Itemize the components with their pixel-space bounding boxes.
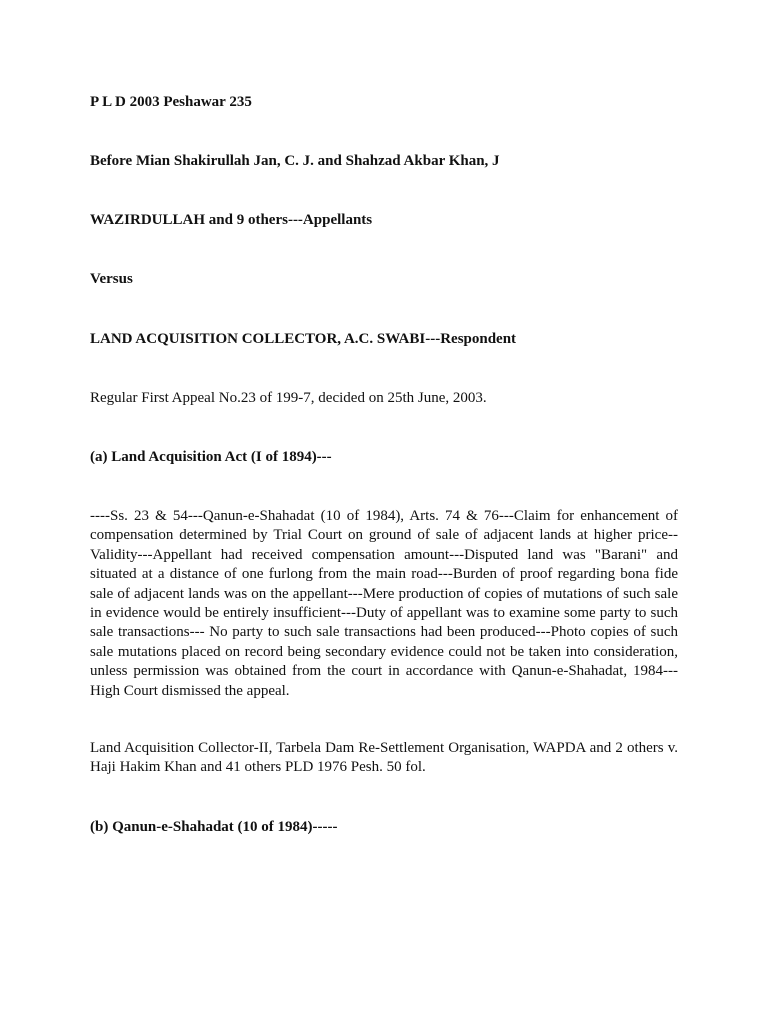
respondent: LAND ACQUISITION COLLECTOR, A.C. SWABI---Respondent [90, 331, 517, 347]
case-info: Regular First Appeal No.23 of 199-7, decided on 25th June, 2003. [90, 390, 487, 406]
heading-a: (a) Land Acquisition Act (I of 1894)--- [90, 449, 332, 465]
versus: Versus [90, 271, 133, 287]
heading-b: (b) Qanun-e-Shahadat (10 of 1984)----- [90, 819, 338, 835]
paragraph-a: ----Ss. 23 & 54---Qanun-e-Shahadat (10 of 1984), Arts. 74 & 76---Claim for enhancement of compensation determined by Trial Court on ground of sale of adjacent lands at higher price--Validity---Appellant had received compensation amount---Disputed land was "Barani" and situated at a distance of one furlong from the main road---Burden of proof regarding bona fide sale of adjacent lands was on the appellant---Mere production of copies of mutations of such sale in evidence would be entirely insufficient---Duty of appellant was to examine some party to such sale transactions--- No party to such sale transactions had been produced---Photo copies of such sale mutations placed on record being secondary evidence could not be taken into consideration, unless permission was obtained from the court in accordance with Qanun-e-Shahadat, 1984---High Court dismissed the appeal. [90, 508, 678, 699]
bench: Before Mian Shakirullah Jan, C. J. and Shahzad Akbar Khan, J [90, 153, 500, 169]
appellants: WAZIRDULLAH and 9 others---Appellants [90, 212, 373, 228]
reference: Land Acquisition Collector-II, Tarbela Dam Re-Settlement Organisation, WAPDA and 2 others v. Haji Hakim Khan and 41 others PLD 1976 Pesh. 50 fol. [90, 740, 678, 776]
citation: P L D 2003 Peshawar 235 [90, 94, 252, 110]
